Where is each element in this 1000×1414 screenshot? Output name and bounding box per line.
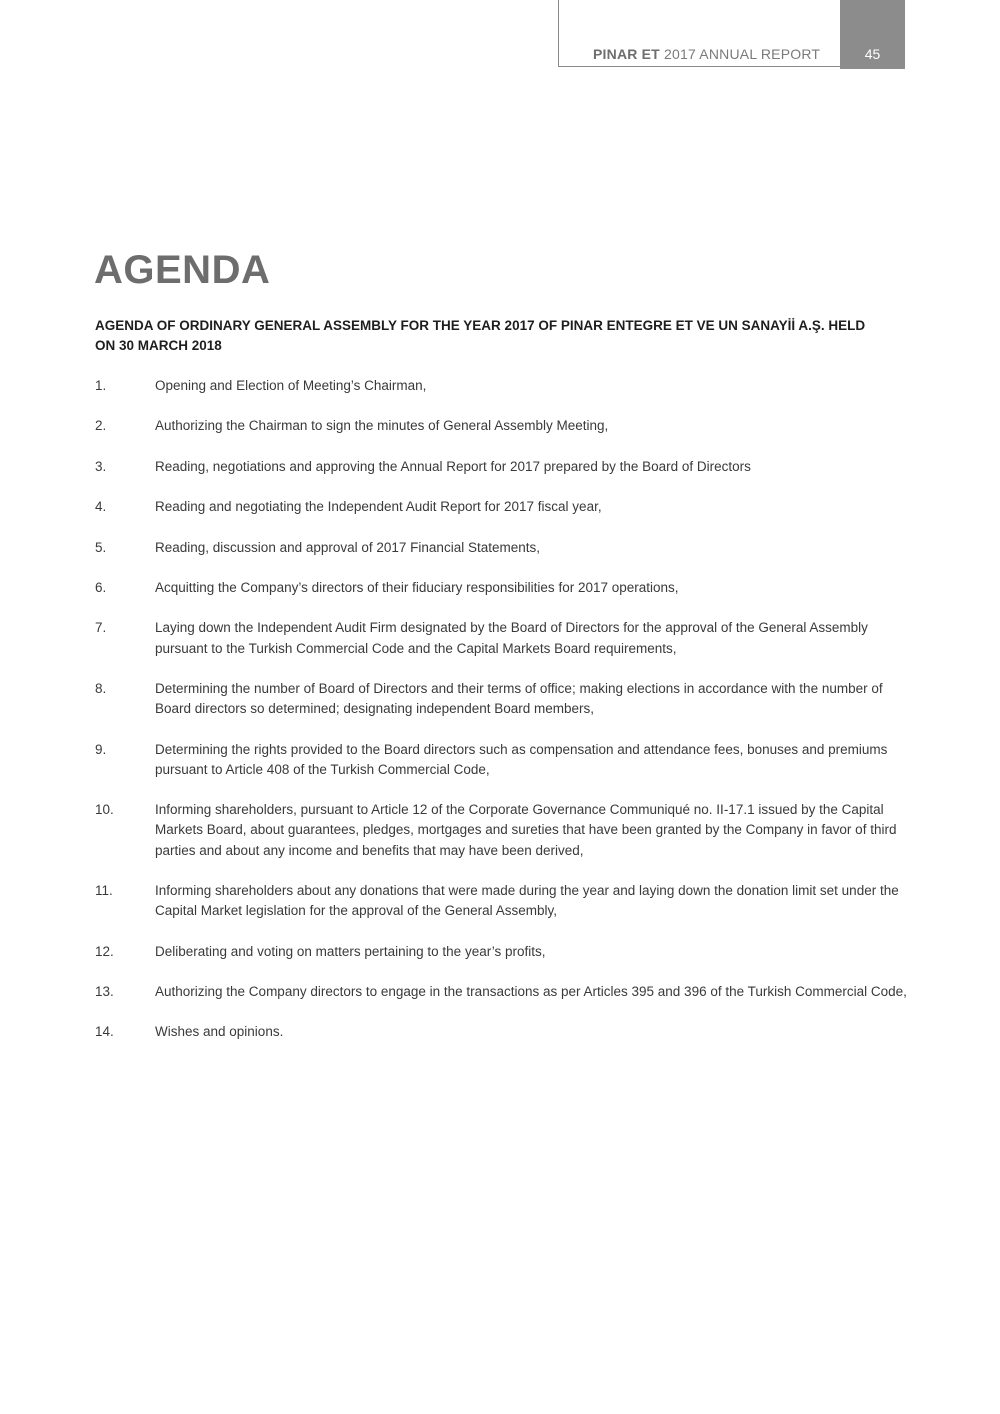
item-text: Wishes and opinions. — [155, 1024, 284, 1040]
agenda-item-8 — [95, 679, 910, 719]
agenda-item-14 — [95, 1022, 910, 1042]
item-number: 14. — [95, 1024, 114, 1040]
agenda-item-11 — [95, 881, 910, 921]
agenda-item-4 — [95, 497, 910, 517]
item-number: 12. — [95, 943, 114, 959]
header-box — [558, 0, 840, 67]
agenda-item-7 — [95, 618, 910, 658]
item-text: Informing shareholders, pursuant to Article 12 of the Corporate Governance Communiqué no. II-17.1 issued by the Capital Markets Board, about guarantees, pledges, mortgages and sureties that have been granted by the Company in favor of third parties and about any income and benefits that may have been derived, — [155, 802, 897, 858]
agenda-item-1 — [95, 376, 910, 396]
item-text: Authorizing the Company directors to engage in the transactions as per Articles 395 and 396 of the Turkish Commercial Code, — [155, 983, 907, 999]
item-text: Informing shareholders about any donations that were made during the year and laying down the donation limit set under the Capital Market legislation for the approval of the General Assembly, — [155, 882, 899, 919]
agenda-item-3 — [95, 457, 910, 477]
page-number: 45 — [864, 46, 881, 62]
agenda-list — [95, 376, 910, 1063]
agenda-item-9 — [95, 740, 910, 780]
agenda-item-5 — [95, 538, 910, 558]
page-title: AGENDA — [94, 248, 271, 292]
header-title — [593, 46, 820, 62]
agenda-item-12 — [95, 942, 910, 962]
agenda-item-2 — [95, 416, 910, 436]
item-number: 1. — [95, 378, 107, 393]
item-text: Opening and Election of Meeting’s Chairman, — [155, 378, 427, 393]
item-text: Acquitting the Company’s directors of their fiduciary responsibilities for 2017 operations, — [155, 579, 679, 595]
item-number: 7. — [95, 620, 107, 636]
header-brand: PINAR ET — [593, 46, 660, 62]
agenda-item-6 — [95, 578, 910, 598]
agenda-item-10 — [95, 800, 910, 861]
item-text: Deliberating and voting on matters pertaining to the year’s profits, — [155, 943, 546, 959]
page-number-box — [840, 0, 905, 69]
item-text: Reading, negotiations and approving the Annual Report for 2017 prepared by the Board of Directors — [155, 458, 751, 474]
item-text: Reading, discussion and approval of 2017 Financial Statements, — [155, 539, 540, 555]
item-number: 10. — [95, 802, 114, 818]
item-number: 11. — [95, 882, 113, 898]
item-text: Determining the number of Board of Directors and their terms of office; making elections in accordance with the number of Board directors so determined; designating independent Board members, — [155, 680, 883, 717]
item-number: 8. — [95, 680, 107, 696]
item-number: 4. — [95, 499, 107, 515]
item-text: Reading and negotiating the Independent Audit Report for 2017 fiscal year, — [155, 499, 602, 515]
item-number: 3. — [95, 458, 107, 474]
agenda-subtitle: AGENDA OF ORDINARY GENERAL ASSEMBLY FOR THE YEAR 2017 OF PINAR ENTEGRE ET VE UN SANAYİİ A.Ş. HELD ON 30 MARCH 2018 — [95, 318, 866, 353]
item-number: 9. — [95, 741, 107, 757]
item-text: Laying down the Independent Audit Firm designated by the Board of Directors for the approval of the General Assembly pursuant to the Turkish Commercial Code and the Capital Markets Board requirements, — [155, 620, 868, 656]
agenda-item-13 — [95, 982, 910, 1002]
item-number: 13. — [95, 983, 114, 999]
item-number: 6. — [95, 579, 107, 595]
item-text: Determining the rights provided to the Board directors such as compensation and attendance fees, bonuses and premiums pursuant to Article 408 of the Turkish Commercial Code, — [155, 741, 888, 777]
header-report-title: 2017 ANNUAL REPORT — [664, 46, 821, 62]
item-text: Authorizing the Chairman to sign the minutes of General Assembly Meeting, — [155, 418, 609, 434]
item-number: 2. — [95, 418, 107, 434]
item-number: 5. — [95, 539, 107, 555]
